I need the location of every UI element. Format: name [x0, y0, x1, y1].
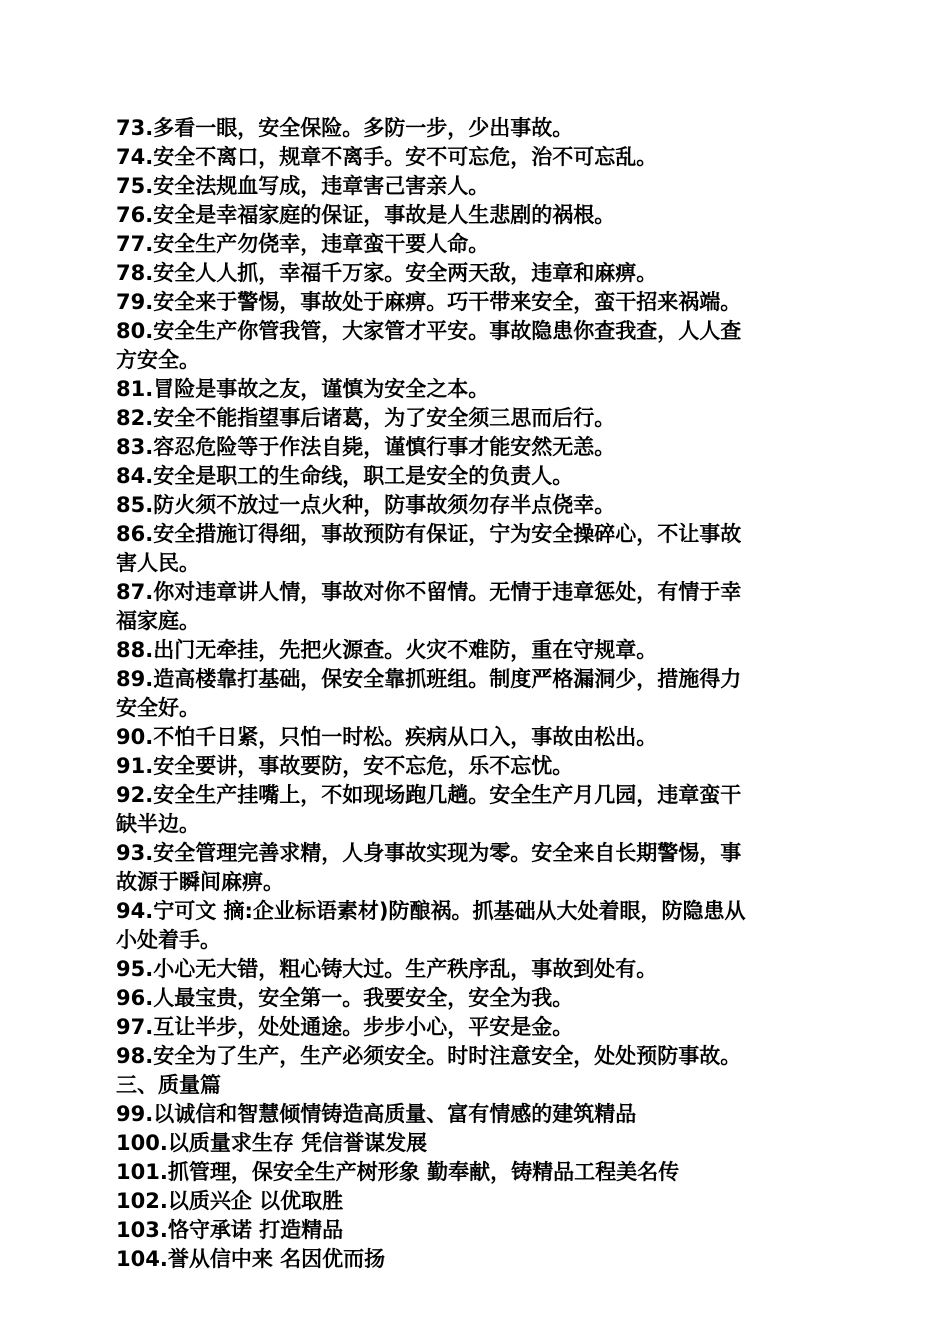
- text-line: 90.不怕千日紧，只怕一时松。疾病从口入，事故由松出。: [116, 725, 658, 749]
- section-heading: 三、质量篇: [116, 1073, 221, 1097]
- text-line: 88.出门无牵挂，先把火源查。火灾不难防，重在守规章。: [116, 638, 658, 662]
- text-line: 103.恪守承诺 打造精品: [116, 1218, 344, 1242]
- text-line: 97.互让半步，处处通途。步步小心，平安是金。: [116, 1015, 574, 1039]
- text-line: 缺半边。: [116, 812, 200, 836]
- text-line: 81.冒险是事故之友，谨慎为安全之本。: [116, 377, 490, 401]
- text-line: 93.安全管理完善求精，人身事故实现为零。安全来自长期警惕，事: [116, 841, 742, 865]
- text-line: 故源于瞬间麻痹。: [116, 870, 284, 894]
- text-line: 91.安全要讲，事故要防，安不忘危，乐不忘忧。: [116, 754, 574, 778]
- text-line: 101.抓管理，保安全生产树形象 勤奉献，铸精品工程美名传: [116, 1160, 680, 1184]
- text-line: 73.多看一眼，安全保险。多防一步，少出事故。: [116, 116, 574, 140]
- text-line: 害人民。: [116, 551, 200, 575]
- text-line: 83.容忍危险等于作法自毙，谨慎行事才能安然无恙。: [116, 435, 616, 459]
- text-line: 92.安全生产挂嘴上，不如现场跑几趟。安全生产月几园，违章蛮干: [116, 783, 742, 807]
- text-line: 99.以诚信和智慧倾情铸造高质量、富有情感的建筑精品: [116, 1102, 637, 1126]
- text-line: 78.安全人人抓，幸福千万家。安全两天敌，违章和麻痹。: [116, 261, 658, 285]
- document-body: [116, 114, 828, 1274]
- text-line: 福家庭。: [116, 609, 200, 633]
- text-line: 102.以质兴企 以优取胜: [116, 1189, 344, 1213]
- text-line: 84.安全是职工的生命线，职工是安全的负责人。: [116, 464, 574, 488]
- text-line: 75.安全法规血写成，违章害己害亲人。: [116, 174, 490, 198]
- text-line: 87.你对违章讲人情，事故对你不留情。无情于违章惩处，有情于幸: [116, 580, 742, 604]
- text-line: 89.造高楼靠打基础，保安全靠抓班组。制度严格漏洞少，措施得力: [116, 667, 742, 691]
- text-line: 82.安全不能指望事后诸葛，为了安全须三思而后行。: [116, 406, 616, 430]
- text-line: 小处着手。: [116, 928, 221, 952]
- text-line: 85.防火须不放过一点火种，防事故须勿存半点侥幸。: [116, 493, 616, 517]
- text-line: 86.安全措施订得细，事故预防有保证，宁为安全操碎心，不让事故: [116, 522, 742, 546]
- text-line: 94.宁可文 摘:企业标语素材)防酿祸。抓基础从大处着眼，防隐患从: [116, 899, 746, 923]
- text-line: 100.以质量求生存 凭信誉谋发展: [116, 1131, 428, 1155]
- text-line: 80.安全生产你管我管，大家管才平安。事故隐患你查我查，人人查: [116, 319, 742, 343]
- text-line: 98.安全为了生产，生产必须安全。时时注意安全，处处预防事故。: [116, 1044, 742, 1068]
- text-line: 74.安全不离口，规章不离手。安不可忘危，治不可忘乱。: [116, 145, 658, 169]
- text-line: 方安全。: [116, 348, 200, 372]
- text-line: 77.安全生产勿侥幸，违章蛮干要人命。: [116, 232, 490, 256]
- text-line: 104.誉从信中来 名因优而扬: [116, 1247, 386, 1271]
- text-line: 95.小心无大错，粗心铸大过。生产秩序乱，事故到处有。: [116, 957, 658, 981]
- text-line: 安全好。: [116, 696, 200, 720]
- text-line: 96.人最宝贵，安全第一。我要安全，安全为我。: [116, 986, 574, 1010]
- text-line: 76.安全是幸福家庭的保证，事故是人生悲剧的祸根。: [116, 203, 616, 227]
- text-line: 79.安全来于警惕，事故处于麻痹。巧干带来安全，蛮干招来祸端。: [116, 290, 742, 314]
